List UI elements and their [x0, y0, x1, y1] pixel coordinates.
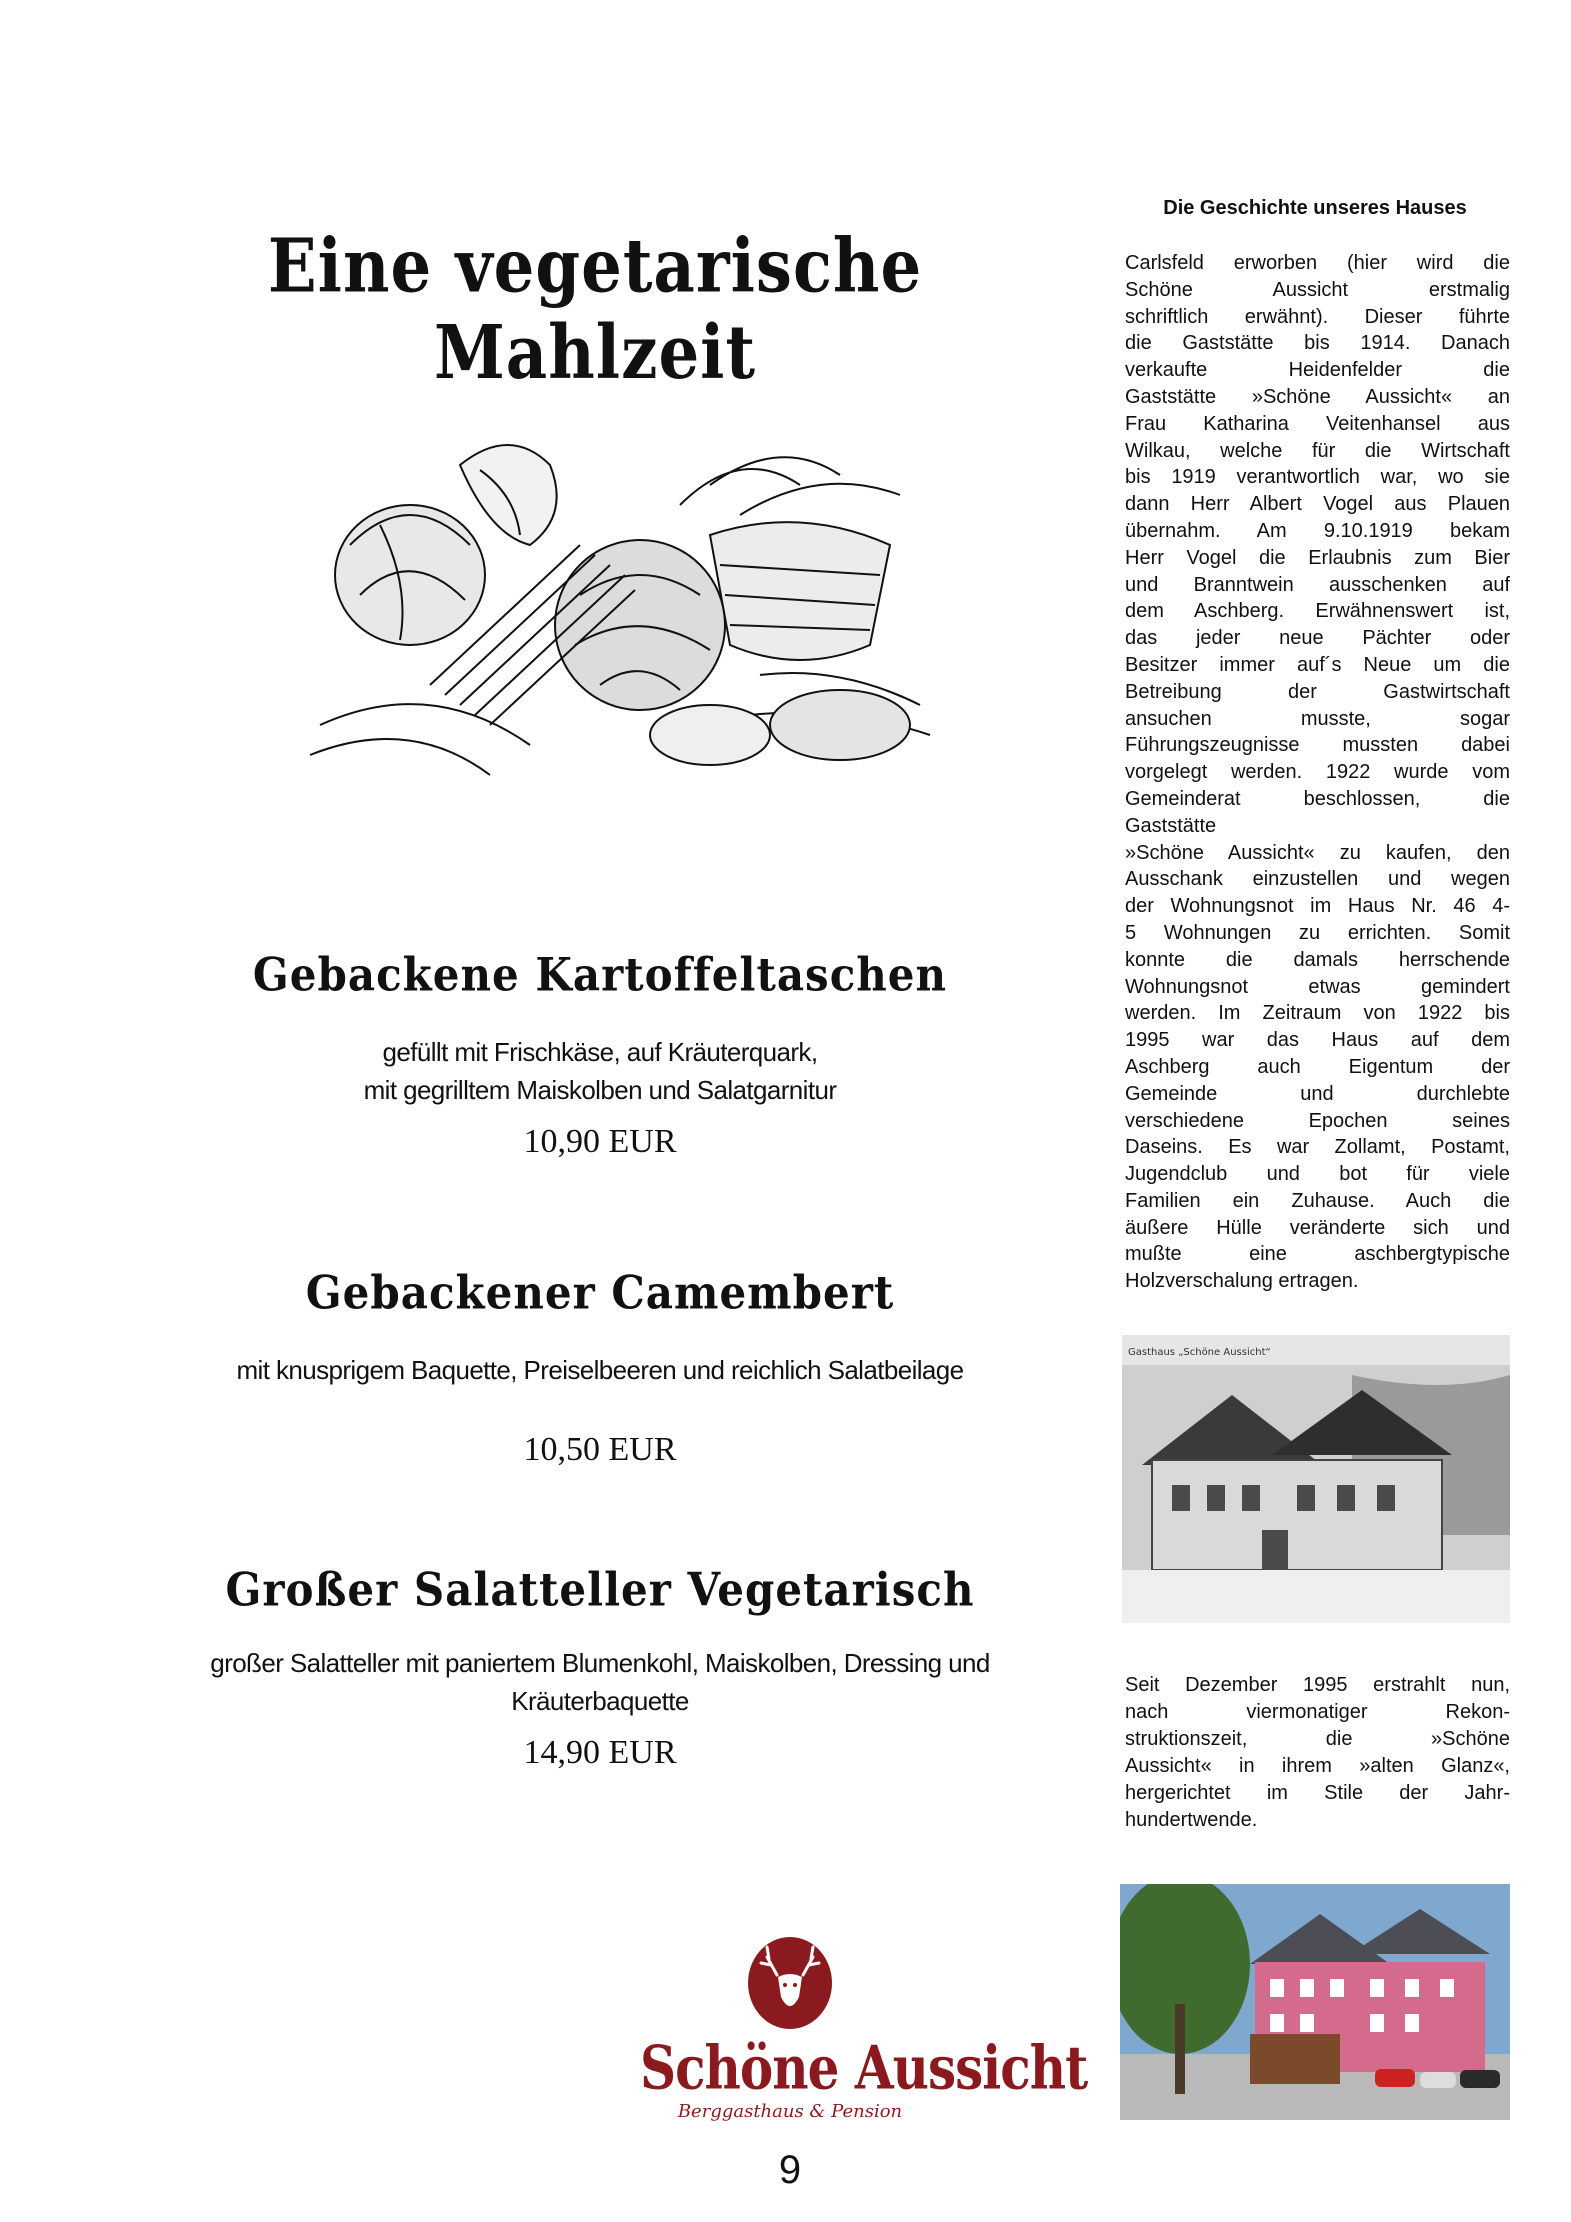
history-line: Betreibung der Gastwirtschaft [1125, 680, 1510, 703]
history-line: nach viermonatiger Rekon- [1125, 1701, 1510, 1723]
dish-name: Gebackener Camembert [305, 1265, 895, 1320]
history-line: Herr Vogel die Erlaubnis zum Bier [1125, 546, 1510, 569]
history-line: Carlsfeld erworben (hier wird die [1125, 252, 1510, 274]
history-line: ansuchen musste, sogar [1125, 707, 1510, 730]
history-line: hergerichtet im Stile der Jahr- [1125, 1782, 1510, 1804]
history-text-renovation [1125, 1672, 1510, 1834]
history-line: Aschberg auch Eigentum der [1125, 1055, 1510, 1078]
dish-camembert [110, 1265, 1090, 1469]
history-line: Führungszeugnisse mussten dabei [1125, 734, 1510, 757]
vegetable-illustration [280, 425, 960, 795]
history-line: Gemeinde und durchlebte [1125, 1082, 1510, 1105]
logo-name: Schöne Aussicht [640, 2032, 1088, 2103]
dish-description-line: mit gegrilltem Maiskolben und Salatgarnitur [363, 1075, 837, 1105]
dish-name: Gebackene Kartoffeltaschen [252, 947, 948, 1002]
history-line: Holzverschalung ertragen. [1125, 1270, 1359, 1293]
history-line: mußte eine aschbergtypische [1125, 1243, 1510, 1266]
history-line: Wohnungsnot etwas gemindert [1125, 975, 1510, 998]
history-line: Schöne Aussicht erstmalig [1125, 278, 1510, 301]
history-line: Familien ein Zuhause. Auch die [1125, 1189, 1510, 1212]
history-line: Seit Dezember 1995 erstrahlt nun, [1125, 1674, 1510, 1696]
history-line: dann Herr Albert Vogel aus Plauen [1125, 493, 1510, 516]
history-line: verkaufte Heidenfelder die [1125, 359, 1510, 382]
history-line: das jeder neue Pächter oder [1125, 627, 1510, 650]
history-line: vorgelegt werden. 1922 wurde vom [1125, 761, 1510, 784]
history-line: schriftlich erwähnt). Dieser führte [1125, 305, 1510, 328]
history-line: Gemeinderat beschlossen, die [1125, 787, 1510, 810]
history-line: Aussicht« in ihrem »alten Glanz«, [1125, 1755, 1510, 1777]
history-line: Frau Katharina Veitenhansel aus [1125, 412, 1510, 435]
history-line: hundertwende. [1125, 1809, 1258, 1831]
dish-description-line: Kräuterbaquette [511, 1686, 689, 1716]
history-line: »Schöne Aussicht« zu kaufen, den [1125, 841, 1510, 864]
dish-price: 10,50 EUR [523, 1431, 677, 1468]
history-line: 5 Wohnungen zu errichten. Somit [1125, 921, 1510, 944]
history-line: Daseins. Es war Zollamt, Postamt, [1125, 1136, 1510, 1159]
history-line: konnte die damals herrschende [1125, 948, 1510, 971]
history-line: Gaststätte »Schöne Aussicht« an [1125, 385, 1510, 408]
dish-description [110, 1033, 1090, 1109]
history-text [1125, 250, 1510, 1295]
stag-emblem-icon [745, 1935, 835, 2031]
dish-name: Großer Salatteller Vegetarisch [225, 1562, 975, 1617]
history-line: Ausschank einzustellen und wegen [1125, 868, 1510, 891]
history-line: der Wohnungsnot im Haus Nr. 46 4- [1125, 895, 1510, 918]
page-number: 9 [778, 2148, 802, 2192]
history-line: die Gaststätte bis 1914. Danach [1125, 332, 1510, 355]
dish-salatteller [110, 1562, 1090, 1772]
dish-kartoffeltaschen [110, 947, 1090, 1161]
history-line: struktionszeit, die »Schöne [1125, 1728, 1510, 1750]
history-line: übernahm. Am 9.10.1919 bekam [1125, 519, 1510, 542]
menu-title: Eine vegetarische Mahlzeit [267, 223, 923, 397]
history-line: dem Aschberg. Erwähnenswert ist, [1125, 600, 1510, 623]
history-line: bis 1919 verantwortlich war, wo sie [1125, 466, 1510, 489]
dish-description-line: gefüllt mit Frischkäse, auf Kräuterquark, [382, 1037, 818, 1067]
old-photo-caption: Gasthaus „Schöne Aussicht“ [1128, 1347, 1271, 1358]
history-line: und Branntwein ausschenken auf [1125, 573, 1510, 596]
logo [640, 1935, 1088, 2175]
history-line: werden. Im Zeitraum von 1922 bis [1125, 1002, 1510, 1025]
dish-description-line: großer Salatteller mit paniertem Blumenkohl, Maiskolben, Dressing und [210, 1648, 990, 1678]
history-line: 1995 war das Haus auf dem [1125, 1029, 1510, 1052]
dish-description [110, 1644, 1090, 1720]
history-line: Jugendclub und bot für viele [1125, 1163, 1510, 1186]
history-line: Besitzer immer auf´s Neue um die [1125, 653, 1510, 676]
history-line: äußere Hülle veränderte sich und [1125, 1216, 1510, 1239]
history-line: Gaststätte [1125, 814, 1217, 837]
history-heading: Die Geschichte unseres Hauses [1163, 197, 1467, 219]
historic-house-photo [1122, 1335, 1510, 1623]
dish-description-line: mit knusprigem Baquette, Preiselbeeren und reichlich Salatbeilage [236, 1355, 964, 1385]
current-house-photo [1120, 1884, 1510, 2120]
logo-tagline: Berggasthaus & Pension [677, 2101, 903, 2122]
history-line: Wilkau, welche für die Wirtschaft [1125, 439, 1510, 462]
history-line: verschiedene Epochen seines [1125, 1109, 1510, 1132]
dish-price: 10,90 EUR [523, 1123, 677, 1160]
dish-price: 14,90 EUR [523, 1734, 677, 1771]
dish-description [110, 1351, 1090, 1389]
